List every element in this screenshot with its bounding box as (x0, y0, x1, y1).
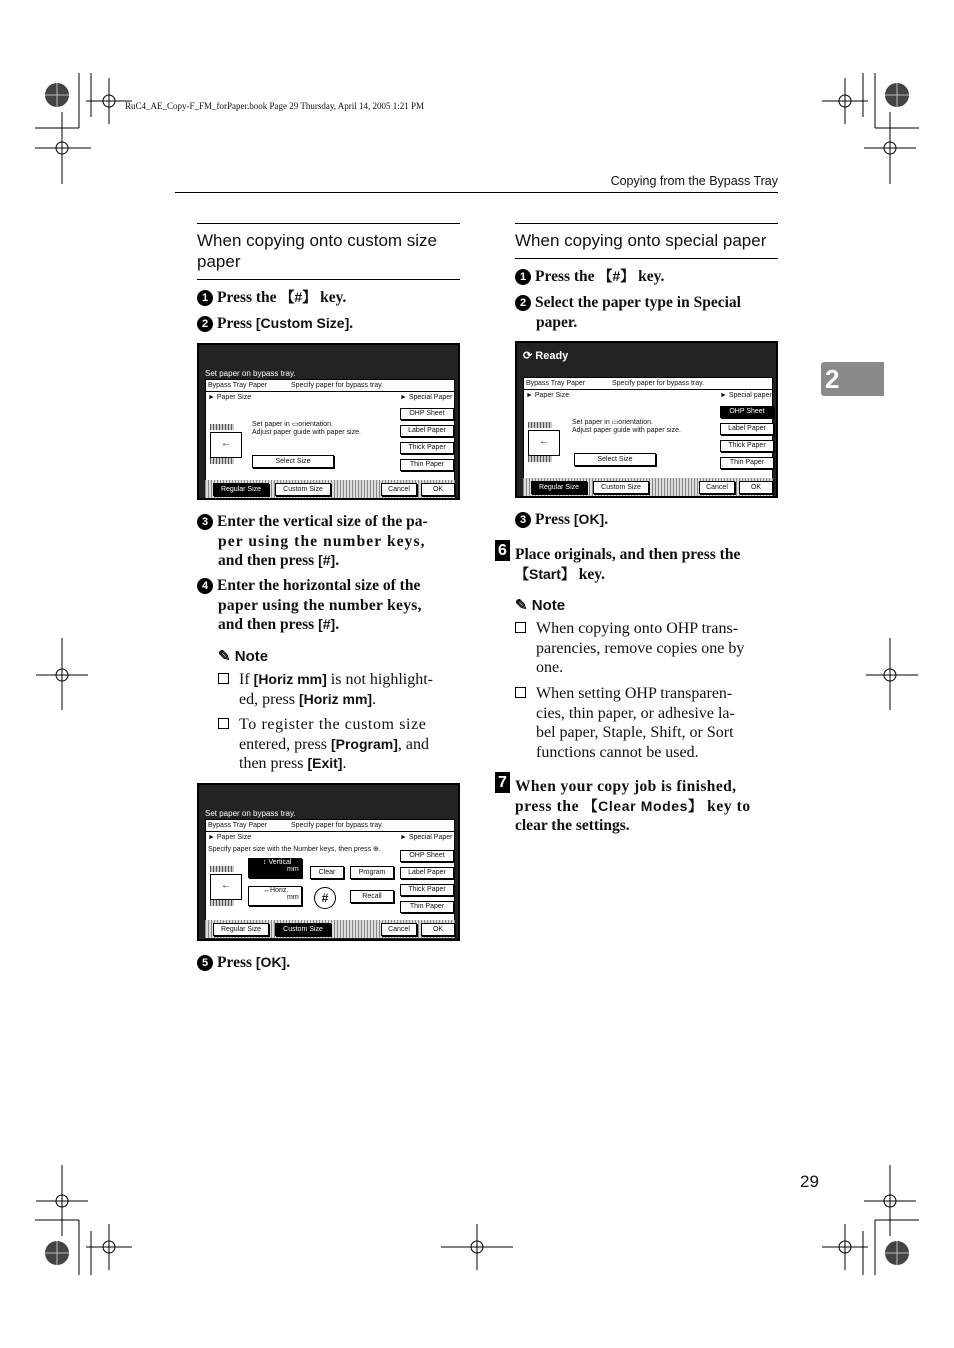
checkbox-bullet-icon (218, 673, 229, 684)
left-note-2: To register the custom size entered, press [Program], and then press [Exit]. (218, 715, 460, 774)
ohp-sheet-button[interactable]: OHP Sheet (400, 408, 454, 420)
label-paper-button[interactable]: Label Paper (400, 425, 454, 437)
select-size-button[interactable]: Select Size (252, 455, 334, 468)
left-step-4: 4 Enter the horizontal size of the paper using the number keys, and then press [#]. (197, 576, 460, 635)
page-number: 29 (800, 1172, 819, 1191)
custom-size-button[interactable]: Custom Size (275, 923, 331, 936)
regular-size-button[interactable]: Regular Size (531, 481, 587, 494)
ready-status: ⟳ Ready (523, 350, 569, 362)
chapter-tab: 2 (821, 362, 884, 396)
left-step-3: 3 Enter the vertical size of the pa- per using the number keys, and then press [#]. (197, 512, 460, 571)
step-7-marker: 7 (495, 772, 510, 793)
horiz-field[interactable]: ↔Horiz. mm (248, 886, 302, 906)
cancel-button[interactable]: Cancel (381, 483, 417, 496)
right-note-heading: ✎ Note (515, 597, 566, 614)
step-number: 5 (197, 955, 213, 971)
program-button[interactable]: Program (350, 866, 394, 879)
checkbox-bullet-icon (218, 718, 229, 729)
thick-paper-button[interactable]: Thick Paper (400, 884, 454, 896)
custom-size-button[interactable]: Custom Size (275, 483, 331, 496)
checkbox-bullet-icon (515, 622, 526, 633)
header-rule (175, 192, 778, 193)
ohp-sheet-button[interactable]: OHP Sheet (400, 850, 454, 862)
thin-paper-button[interactable]: Thin Paper (400, 901, 454, 913)
step-number: 4 (197, 578, 213, 594)
screen-bypass-regular: Set paper on bypass tray. Bypass Tray Paper Specify paper for bypass tray. ► Paper Size ► Special Paper Set paper in ▭orientation. Adjust paper guide with paper size. ← Select Size OHP Sheet Label Paper Thick Paper Thin Paper Regular Size Custom Size Cancel OK (197, 343, 460, 500)
label-paper-button[interactable]: Label Paper (400, 867, 454, 879)
pencil-icon: ✎ (515, 597, 528, 614)
cancel-button[interactable]: Cancel (699, 481, 735, 494)
pencil-icon: ✎ (218, 648, 231, 665)
cancel-button[interactable]: Cancel (381, 923, 417, 936)
refresh-icon: ⟳ (523, 350, 533, 362)
checkbox-bullet-icon (515, 687, 526, 698)
ok-button[interactable]: OK (421, 483, 455, 496)
section-title-custom: When copying onto custom size paper (197, 223, 460, 280)
left-step-5: 5 Press [OK]. (197, 953, 290, 973)
right-step-1: 1 Press the 【#】 key. (515, 267, 664, 287)
screen-special-paper: ⟳ Ready Bypass Tray Paper Specify paper for bypass tray. ► Paper Size ► Special paper Set paper in ▭orientation. Adjust paper guide with paper size. ← Select Size OHP Sheet Label Paper Thick Paper Thin Paper Regular Size Custom Size Cancel OK (515, 341, 778, 498)
right-note-1: When copying onto OHP trans- parencies, remove copies one by one. (515, 619, 778, 678)
right-note-2: When setting OHP transparen- cies, thin paper, or adhesive la- bel paper, Staple, Shift, or Sort functions cannot be used. (515, 684, 778, 762)
step-number: 1 (515, 269, 531, 285)
ohp-sheet-button[interactable]: OHP Sheet (720, 406, 774, 418)
file-info: RuC4_AE_Copy-F_FM_forPaper.book Page 29 Thursday, April 14, 2005 1:21 PM (125, 101, 425, 111)
vertical-field[interactable]: ↕ Vertical mm (248, 858, 302, 878)
left-step-2: 2 Press [Custom Size]. (197, 314, 353, 334)
custom-size-button[interactable]: Custom Size (593, 481, 649, 494)
label-paper-button[interactable]: Label Paper (720, 423, 774, 435)
select-size-button[interactable]: Select Size (574, 453, 656, 466)
step-number: 2 (515, 295, 531, 311)
ok-button[interactable]: OK (739, 481, 773, 494)
step-number: 1 (197, 290, 213, 306)
right-step-3: 3 Press [OK]. (515, 510, 608, 530)
right-step-7: When your copy job is finished, press the 【Clear Modes】 key to clear the settings. (515, 778, 751, 834)
screen-title: Set paper on bypass tray. (205, 369, 296, 378)
section-title-special: When copying onto special paper (515, 223, 778, 259)
hash-key-icon[interactable]: # (314, 887, 336, 909)
thick-paper-button[interactable]: Thick Paper (400, 442, 454, 454)
left-step-1: 1 Press the 【#】 key. (197, 288, 346, 308)
regular-size-button[interactable]: Regular Size (213, 483, 269, 496)
thin-paper-button[interactable]: Thin Paper (400, 459, 454, 471)
right-step-2: 2 Select the paper type in Special paper. (515, 293, 778, 332)
step-number: 3 (515, 512, 531, 528)
step-number: 2 (197, 316, 213, 332)
right-step-6: Place originals, and then press the 【Start】 key. (515, 546, 741, 583)
clear-button[interactable]: Clear (310, 866, 344, 879)
thin-paper-button[interactable]: Thin Paper (720, 457, 774, 469)
ok-button[interactable]: OK (421, 923, 455, 936)
left-note-1: If [Horiz mm] is not highlight- ed, press [Horiz mm]. (218, 670, 460, 709)
running-head: Copying from the Bypass Tray (610, 174, 778, 188)
screen-title: Set paper on bypass tray. (205, 809, 296, 818)
step-number: 3 (197, 514, 213, 530)
step-6-marker: 6 (495, 540, 510, 561)
thick-paper-button[interactable]: Thick Paper (720, 440, 774, 452)
recall-button[interactable]: Recall (350, 890, 394, 903)
regular-size-button[interactable]: Regular Size (213, 923, 269, 936)
left-note-heading: ✎ Note (218, 648, 269, 665)
screen-bypass-custom: Set paper on bypass tray. Bypass Tray Paper Specify paper for bypass tray. ► Paper Size ► Special Paper Specify paper size with the Number keys, then press ⊕. ← ↕ Vertical mm ↔Horiz. mm Clear Program # Recall OHP Sheet Label Paper Thick Paper Thin Paper Regular Size Custom Size Cancel OK (197, 783, 460, 941)
